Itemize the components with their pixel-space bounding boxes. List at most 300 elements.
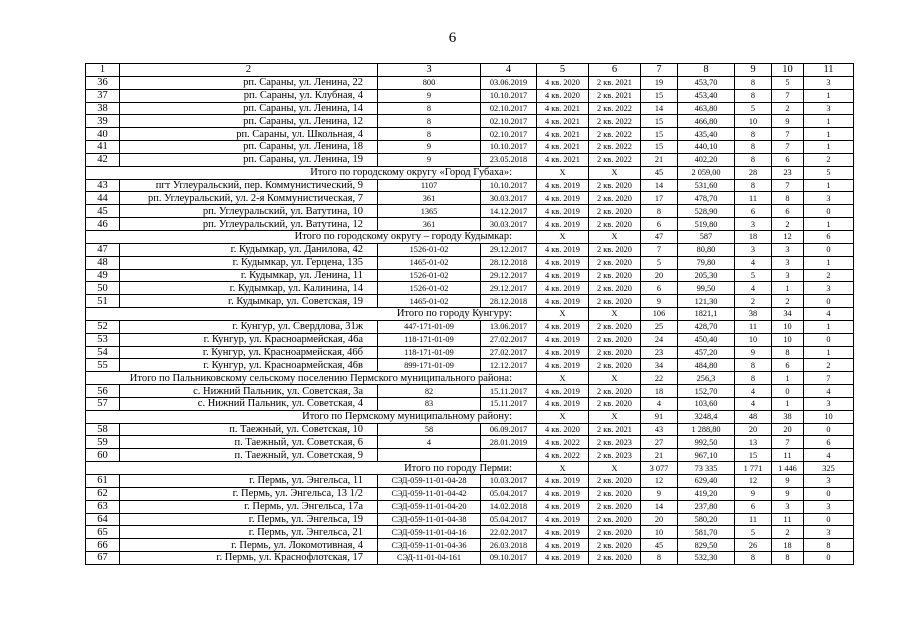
table-cell: 121,30: [678, 295, 735, 308]
table-cell: 2 кв. 2020: [589, 513, 641, 526]
table-cell: 11: [735, 513, 772, 526]
table-cell: 1: [804, 179, 854, 192]
subtotal-cell: Х: [589, 410, 641, 423]
address-cell: рп. Сараны, ул. Ленина, 19: [120, 153, 378, 166]
subtotal-cell: 18: [735, 230, 772, 243]
row-number-cell: 36: [86, 76, 120, 89]
header-cell: 1: [86, 64, 120, 77]
table-cell: 4 кв. 2019: [537, 513, 589, 526]
table-cell: 3: [772, 256, 804, 269]
table-cell: 435,40: [678, 128, 735, 141]
subtotal-label: Итого по городскому округу – городу Кудымкар:: [86, 230, 537, 243]
table-cell: 09.10.2017: [481, 552, 537, 565]
address-cell: п. Таежный, ул. Советская, 10: [120, 423, 378, 436]
table-cell: 3: [804, 397, 854, 410]
address-cell: г. Кудымкар, ул. Калинина, 14: [120, 282, 378, 295]
table-cell: 3: [804, 500, 854, 513]
table-cell: 8: [735, 179, 772, 192]
table-cell: 2 кв. 2020: [589, 295, 641, 308]
table-row: [86, 205, 854, 218]
table-cell: 4 кв. 2019: [537, 487, 589, 500]
table-cell: 6: [735, 500, 772, 513]
table-cell: 11: [735, 192, 772, 205]
table-cell: 4 кв. 2021: [537, 153, 589, 166]
table-cell: 3: [804, 282, 854, 295]
table-cell: 4: [804, 385, 854, 398]
table-cell: 1: [804, 89, 854, 102]
table-cell: 8: [378, 115, 481, 128]
table-cell: 79,80: [678, 256, 735, 269]
subtotal-cell: Х: [537, 230, 589, 243]
header-cell: 11: [804, 64, 854, 77]
table-row: [86, 333, 854, 346]
table-cell: 152,70: [678, 385, 735, 398]
table-cell: 7: [641, 243, 678, 256]
table-cell: 14.02.2018: [481, 500, 537, 513]
address-cell: г. Пермь, ул. Энгельса, 17а: [120, 500, 378, 513]
table-cell: 2 кв. 2020: [589, 320, 641, 333]
table-cell: 4 кв. 2019: [537, 179, 589, 192]
table-cell: СЭД-059-11-01-04-42: [378, 487, 481, 500]
table-cell: 20: [772, 423, 804, 436]
table-cell: 1526-01-02: [378, 282, 481, 295]
header-cell: 2: [120, 64, 378, 77]
subtotal-cell: 8: [735, 372, 772, 385]
table-cell: 15: [735, 449, 772, 462]
table-cell: 2 кв. 2020: [589, 333, 641, 346]
table-cell: 2 кв. 2020: [589, 539, 641, 552]
table-cell: 2 кв. 2021: [589, 89, 641, 102]
table-row: [86, 552, 854, 565]
table-cell: 14.12.2017: [481, 205, 537, 218]
subtotal-cell: 12: [772, 230, 804, 243]
table-body: [86, 64, 854, 565]
subtotal-cell: 325: [804, 462, 854, 475]
row-number-cell: 67: [86, 552, 120, 565]
table-row: [86, 76, 854, 89]
table-row: [86, 423, 854, 436]
subtotal-cell: 106: [641, 308, 678, 321]
table-cell: 800: [378, 76, 481, 89]
table-cell: 3: [804, 76, 854, 89]
row-number-cell: 52: [86, 320, 120, 333]
table-cell: 8: [735, 89, 772, 102]
subtotal-cell: 34: [772, 308, 804, 321]
table-cell: 1465-01-02: [378, 295, 481, 308]
address-cell: рп. Углеуральский, ул. 2-я Коммунистическая, 7: [120, 192, 378, 205]
table-row: [86, 128, 854, 141]
table-cell: 11: [772, 513, 804, 526]
table-cell: 9: [772, 487, 804, 500]
row-number-cell: 51: [86, 295, 120, 308]
subtotal-cell: 5: [804, 166, 854, 179]
row-number-cell: 38: [86, 102, 120, 115]
table-cell: 2 кв. 2020: [589, 487, 641, 500]
table-cell: 02.10.2017: [481, 102, 537, 115]
table-cell: 629,40: [678, 475, 735, 488]
address-cell: п. Таежный, ул. Советская, 6: [120, 436, 378, 449]
table-cell: 6: [641, 282, 678, 295]
table-cell: 3: [804, 192, 854, 205]
table-cell: 5: [735, 526, 772, 539]
table-cell: 1: [804, 256, 854, 269]
table-cell: 361: [378, 218, 481, 231]
table-cell: 4 кв. 2019: [537, 218, 589, 231]
subtotal-row: [86, 462, 854, 475]
address-cell: г. Кунгур, ул. Красноармейская, 46б: [120, 346, 378, 359]
table-cell: 2 кв. 2022: [589, 153, 641, 166]
table-cell: 8: [772, 192, 804, 205]
table-row: [86, 436, 854, 449]
table-cell: 1365: [378, 205, 481, 218]
row-number-cell: 63: [86, 500, 120, 513]
table-cell: 4: [378, 436, 481, 449]
table-cell: 8: [378, 102, 481, 115]
row-number-cell: 49: [86, 269, 120, 282]
table-cell: 8: [772, 346, 804, 359]
table-cell: 0: [804, 423, 854, 436]
table-cell: 02.10.2017: [481, 128, 537, 141]
table-cell: 20: [735, 423, 772, 436]
table-cell: 2: [772, 102, 804, 115]
table-cell: 34: [641, 359, 678, 372]
address-cell: рп. Сараны, ул. Ленина, 12: [120, 115, 378, 128]
subtotal-cell: 1 446: [772, 462, 804, 475]
table-cell: 581,70: [678, 526, 735, 539]
table-cell: 23: [641, 346, 678, 359]
table-cell: [378, 449, 481, 462]
address-cell: с. Нижний Пальник, ул. Советская, 4: [120, 397, 378, 410]
address-cell: п. Таежный, ул. Советская, 9: [120, 449, 378, 462]
table-cell: 25: [641, 320, 678, 333]
table-cell: 428,70: [678, 320, 735, 333]
table-cell: 4 кв. 2021: [537, 128, 589, 141]
table-cell: 3: [804, 475, 854, 488]
table-cell: 0: [804, 243, 854, 256]
table-cell: 2 кв. 2020: [589, 397, 641, 410]
table-row: [86, 475, 854, 488]
header-cell: 6: [589, 64, 641, 77]
table-cell: 4 кв. 2019: [537, 192, 589, 205]
table-cell: 1 288,80: [678, 423, 735, 436]
table-cell: 2 кв. 2020: [589, 269, 641, 282]
subtotal-cell: Х: [589, 166, 641, 179]
table-cell: 7: [772, 179, 804, 192]
table-cell: 12: [735, 475, 772, 488]
table-cell: 4 кв. 2021: [537, 115, 589, 128]
address-cell: г. Пермь, ул. Энгельса, 11: [120, 475, 378, 488]
subtotal-cell: Х: [589, 230, 641, 243]
header-cell: 5: [537, 64, 589, 77]
table-cell: 9: [378, 89, 481, 102]
header-cell: 9: [735, 64, 772, 77]
table-cell: 26.03.2018: [481, 539, 537, 552]
table-cell: 9: [772, 115, 804, 128]
table-cell: 0: [772, 385, 804, 398]
table-cell: 28.12.2018: [481, 256, 537, 269]
row-number-cell: 53: [86, 333, 120, 346]
table-cell: 3: [735, 243, 772, 256]
table-cell: 8: [735, 76, 772, 89]
table-cell: 4 кв. 2022: [537, 436, 589, 449]
row-number-cell: 56: [86, 385, 120, 398]
subtotal-cell: 91: [641, 410, 678, 423]
table-cell: 82: [378, 385, 481, 398]
address-cell: г. Пермь, ул. Энгельса, 19: [120, 513, 378, 526]
row-number-cell: 41: [86, 141, 120, 154]
table-cell: 2: [772, 218, 804, 231]
table-cell: 3: [735, 218, 772, 231]
address-cell: г. Кунгур, ул. Красноармейская, 46в: [120, 359, 378, 372]
table-cell: 4 кв. 2019: [537, 359, 589, 372]
table-cell: 440,10: [678, 141, 735, 154]
table-cell: 9: [735, 346, 772, 359]
table-cell: 118-171-01-09: [378, 333, 481, 346]
subtotal-cell: 48: [735, 410, 772, 423]
table-cell: СЭД-059-11-01-04-28: [378, 475, 481, 488]
row-number-cell: 44: [86, 192, 120, 205]
address-cell: пгт Углеуральский, пер. Коммунистический, 9: [120, 179, 378, 192]
table-cell: 28.01.2019: [481, 436, 537, 449]
table-cell: 899-171-01-09: [378, 359, 481, 372]
table-cell: 05.04.2017: [481, 487, 537, 500]
table-cell: 0: [804, 552, 854, 565]
table-cell: 14: [641, 102, 678, 115]
subtotal-cell: 3 077: [641, 462, 678, 475]
table-cell: 1: [804, 128, 854, 141]
table-cell: 4 кв. 2019: [537, 526, 589, 539]
table-row: [86, 385, 854, 398]
table-cell: 21: [641, 449, 678, 462]
table-cell: 4 кв. 2019: [537, 552, 589, 565]
table-cell: СЭД-059-11-01-04-38: [378, 513, 481, 526]
subtotal-cell: 23: [772, 166, 804, 179]
address-cell: г. Пермь, ул. Энгельса, 13 1/2: [120, 487, 378, 500]
table-cell: 0: [804, 513, 854, 526]
table-cell: 2 кв. 2023: [589, 449, 641, 462]
subtotal-row: [86, 372, 854, 385]
address-cell: рп. Сараны, ул. Ленина, 14: [120, 102, 378, 115]
table-cell: 4 кв. 2021: [537, 141, 589, 154]
table-cell: 10: [772, 333, 804, 346]
table-cell: 1: [804, 346, 854, 359]
table-cell: 532,30: [678, 552, 735, 565]
table-cell: 447-171-01-09: [378, 320, 481, 333]
table-cell: 3: [804, 102, 854, 115]
table-row: [86, 282, 854, 295]
table-cell: 4 кв. 2019: [537, 243, 589, 256]
table-cell: 4 кв. 2019: [537, 397, 589, 410]
table-cell: 10: [735, 333, 772, 346]
table-cell: 519,80: [678, 218, 735, 231]
subtotal-cell: 73 335: [678, 462, 735, 475]
row-number-cell: 54: [86, 346, 120, 359]
table-cell: 27.02.2017: [481, 333, 537, 346]
table-cell: 2 кв. 2020: [589, 500, 641, 513]
table-cell: 58: [378, 423, 481, 436]
row-number-cell: 62: [86, 487, 120, 500]
table-cell: 8: [735, 153, 772, 166]
table-cell: 8: [735, 552, 772, 565]
subtotal-cell: 587: [678, 230, 735, 243]
row-number-cell: 65: [86, 526, 120, 539]
table-cell: 9: [735, 487, 772, 500]
page-number: 6: [448, 30, 457, 46]
table-cell: 2 кв. 2020: [589, 282, 641, 295]
table-cell: 8: [378, 128, 481, 141]
subtotal-label: Итого по Пальниковскому сельскому поселению Пермского муниципального района:: [86, 372, 537, 385]
address-cell: рп. Сараны, ул. Ленина, 22: [120, 76, 378, 89]
table-row: [86, 487, 854, 500]
table-cell: 2: [804, 153, 854, 166]
table-cell: 0: [804, 487, 854, 500]
table-cell: СЭД-059-11-01-04-16: [378, 526, 481, 539]
table-cell: 484,80: [678, 359, 735, 372]
table-cell: 27: [641, 436, 678, 449]
table-cell: 12.12.2017: [481, 359, 537, 372]
table-row: [86, 513, 854, 526]
table-cell: 20: [641, 513, 678, 526]
subtotal-label: Итого по городу Кунгуру:: [86, 308, 537, 321]
subtotal-cell: 2 059,00: [678, 166, 735, 179]
table-cell: 829,50: [678, 539, 735, 552]
row-number-cell: 48: [86, 256, 120, 269]
address-cell: г. Кунгур, ул. Свердлова, 31ж: [120, 320, 378, 333]
table-cell: 2 кв. 2020: [589, 218, 641, 231]
row-number-cell: 43: [86, 179, 120, 192]
table-cell: 29.12.2017: [481, 282, 537, 295]
table-cell: 10: [735, 115, 772, 128]
subtotal-cell: 4: [804, 308, 854, 321]
table-cell: 29.12.2017: [481, 269, 537, 282]
table-cell: 580,20: [678, 513, 735, 526]
table-row: [86, 192, 854, 205]
table-cell: 1: [804, 141, 854, 154]
table-cell: 361: [378, 192, 481, 205]
table-cell: 1: [772, 282, 804, 295]
table-cell: 10: [772, 320, 804, 333]
table-cell: 4: [641, 397, 678, 410]
table-cell: 9: [378, 141, 481, 154]
subtotal-cell: 3248,4: [678, 410, 735, 423]
table-cell: 8: [735, 128, 772, 141]
table-cell: 2: [772, 526, 804, 539]
table-row: [86, 115, 854, 128]
table-cell: 528,90: [678, 205, 735, 218]
subtotal-cell: Х: [537, 308, 589, 321]
table-cell: 3: [772, 243, 804, 256]
table-cell: 15: [641, 115, 678, 128]
table-cell: 2 кв. 2020: [589, 243, 641, 256]
table-cell: 5: [735, 269, 772, 282]
table-cell: 4 кв. 2021: [537, 102, 589, 115]
table-cell: 6: [772, 359, 804, 372]
subtotal-row: [86, 410, 854, 423]
table-cell: 1526-01-02: [378, 269, 481, 282]
row-number-cell: 39: [86, 115, 120, 128]
table-cell: СЭД-059-11-01-04-20: [378, 500, 481, 513]
table-cell: 7: [772, 436, 804, 449]
address-cell: г. Кудымкар, ул. Данилова, 42: [120, 243, 378, 256]
table-cell: 9: [378, 153, 481, 166]
subtotal-cell: 1 771: [735, 462, 772, 475]
table-cell: 4: [804, 449, 854, 462]
table-cell: 05.04.2017: [481, 513, 537, 526]
table-cell: 531,60: [678, 179, 735, 192]
table-cell: 13.06.2017: [481, 320, 537, 333]
table-cell: 2 кв. 2020: [589, 205, 641, 218]
table-cell: 15: [641, 89, 678, 102]
table-cell: 8: [804, 539, 854, 552]
subtotal-cell: 6: [804, 230, 854, 243]
address-cell: г. Кудымкар, ул. Ленина, 11: [120, 269, 378, 282]
table-cell: 45: [641, 539, 678, 552]
table-cell: 2 кв. 2023: [589, 436, 641, 449]
row-number-cell: 40: [86, 128, 120, 141]
table-cell: 10.03.2017: [481, 475, 537, 488]
table-cell: 6: [804, 436, 854, 449]
table-cell: 4: [735, 256, 772, 269]
table-cell: 26: [735, 539, 772, 552]
subtotal-row: [86, 308, 854, 321]
subtotal-cell: 7: [804, 372, 854, 385]
table-cell: 10.10.2017: [481, 179, 537, 192]
address-cell: рп. Сараны, ул. Клубная, 4: [120, 89, 378, 102]
table-cell: 17: [641, 192, 678, 205]
row-number-cell: 61: [86, 475, 120, 488]
table-cell: 13: [735, 436, 772, 449]
table-cell: 6: [772, 153, 804, 166]
table-cell: 7: [772, 141, 804, 154]
table-cell: 2 кв. 2021: [589, 423, 641, 436]
row-number-cell: 50: [86, 282, 120, 295]
table-cell: 4: [735, 385, 772, 398]
table-row: [86, 179, 854, 192]
table-cell: 2 кв. 2020: [589, 385, 641, 398]
table-cell: 23.05.2018: [481, 153, 537, 166]
table-cell: 2 кв. 2020: [589, 359, 641, 372]
subtotal-cell: 28: [735, 166, 772, 179]
address-cell: с. Нижний Пальник, ул. Советская, 3а: [120, 385, 378, 398]
table-cell: СЭД-059-11-01-04-36: [378, 539, 481, 552]
table-cell: 8: [735, 359, 772, 372]
header-cell: 3: [378, 64, 481, 77]
subtotal-cell: 38: [735, 308, 772, 321]
table-cell: 12: [641, 475, 678, 488]
table-cell: 06.09.2017: [481, 423, 537, 436]
housing-table: [85, 63, 854, 565]
row-number-cell: 66: [86, 539, 120, 552]
table-cell: 2 кв. 2020: [589, 346, 641, 359]
table-cell: 7: [772, 128, 804, 141]
address-cell: г. Пермь, ул. Энгельса, 21: [120, 526, 378, 539]
row-number-cell: 45: [86, 205, 120, 218]
subtotal-label: Итого по Пермскому муниципальному району:: [86, 410, 537, 423]
address-cell: рп. Углеуральский, ул. Ватутина, 10: [120, 205, 378, 218]
table-cell: 6: [772, 205, 804, 218]
table-cell: 4 кв. 2019: [537, 256, 589, 269]
address-cell: г. Кунгур, ул. Красноармейская, 46а: [120, 333, 378, 346]
table-cell: 6: [641, 218, 678, 231]
table-cell: 8: [772, 552, 804, 565]
subtotal-cell: 47: [641, 230, 678, 243]
table-row: [86, 153, 854, 166]
table-cell: 453,70: [678, 76, 735, 89]
table-cell: 4 кв. 2019: [537, 320, 589, 333]
subtotal-row: [86, 230, 854, 243]
table-cell: 2: [772, 295, 804, 308]
table-cell: 463,80: [678, 102, 735, 115]
